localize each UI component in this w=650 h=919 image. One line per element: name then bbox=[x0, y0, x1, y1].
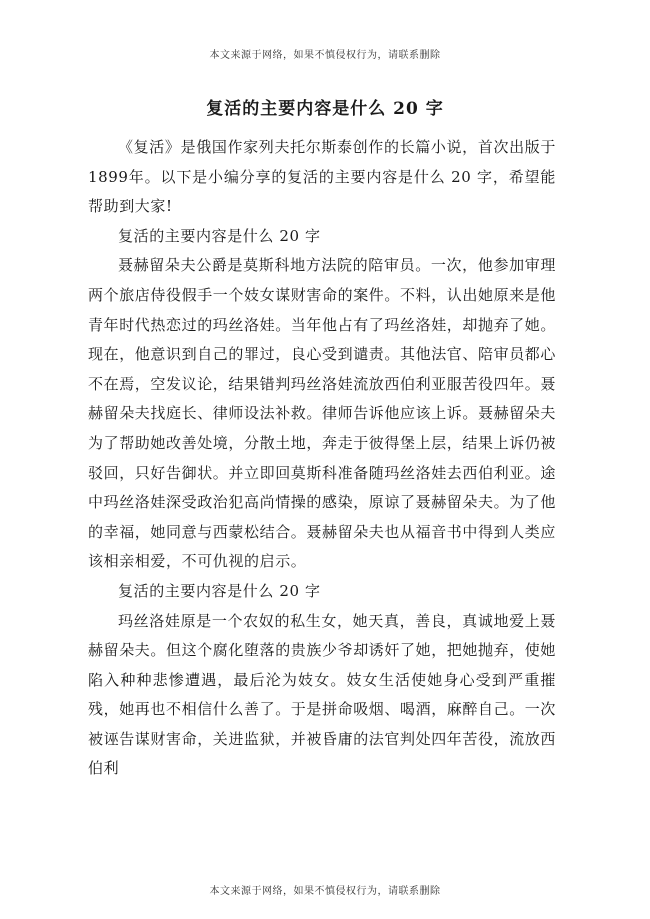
header-disclaimer: 本文来源于网络，如果不慎侵权行为，请联系删除 bbox=[209, 50, 441, 61]
footer-disclaimer: 本文来源于网络，如果不慎侵权行为，请联系删除 bbox=[209, 886, 441, 897]
intro-paragraph: 《复活》是俄国作家列夫托尔斯泰创作的长篇小说，首次出版于1899年。以下是小编分享的复活的主要内容是什么 20 字，希望能帮助到大家! bbox=[88, 138, 556, 216]
section-heading: 复活的主要内容是什么 20 字 bbox=[118, 581, 321, 600]
summary-paragraph: 玛丝洛娃原是一个农奴的私生女，她天真，善良，真诚地爱上聂赫留朵夫。但这个腐化堕落的贵族少爷却诱奸了她，把她抛弃，使她陷入种种悲惨遭遇，最后沦为妓女。妓女生活使她身心受到严重摧残，她再也不相信什么善了。于是拼命吸烟、喝酒，麻醉自己。一次被诬告谋财害命，关进监狱，并被昏庸的法官判处四年苦役，流放西伯利 bbox=[88, 611, 557, 778]
section-heading: 复活的主要内容是什么 20 字 bbox=[118, 226, 321, 245]
document-body bbox=[88, 133, 556, 784]
summary-paragraph: 聂赫留朵夫公爵是莫斯科地方法院的陪审员。一次，他参加审理两个旅店侍役假手一个妓女谋财害命的案件。不料，认出她原来是他青年时代热恋过的玛丝洛娃。当年他占有了玛丝洛娃，却抛弃了她。现在，他意识到自己的罪过，良心受到谴责。其他法官、陪审员都心不在焉，空发议论，结果错判玛丝洛娃流放西伯利亚服苦役四年。聂赫留朵夫找庭长、律师设法补救。律师告诉他应该上诉。聂赫留朵夫为了帮助她改善处境，分散土地，奔走于彼得堡上层，结果上诉仍被驳回，只好告御状。并立即回莫斯科准备随玛丝洛娃去西伯利亚。途中玛丝洛娃深受政治犯高尚情操的感染，原谅了聂赫留朵夫。为了他的幸福，她同意与西蒙松结合。聂赫留朵夫也从福音书中得到人类应该相亲相爱，不可仇视的启示。 bbox=[88, 256, 557, 571]
document-title: 复活的主要内容是什么 20 字 bbox=[206, 99, 444, 119]
